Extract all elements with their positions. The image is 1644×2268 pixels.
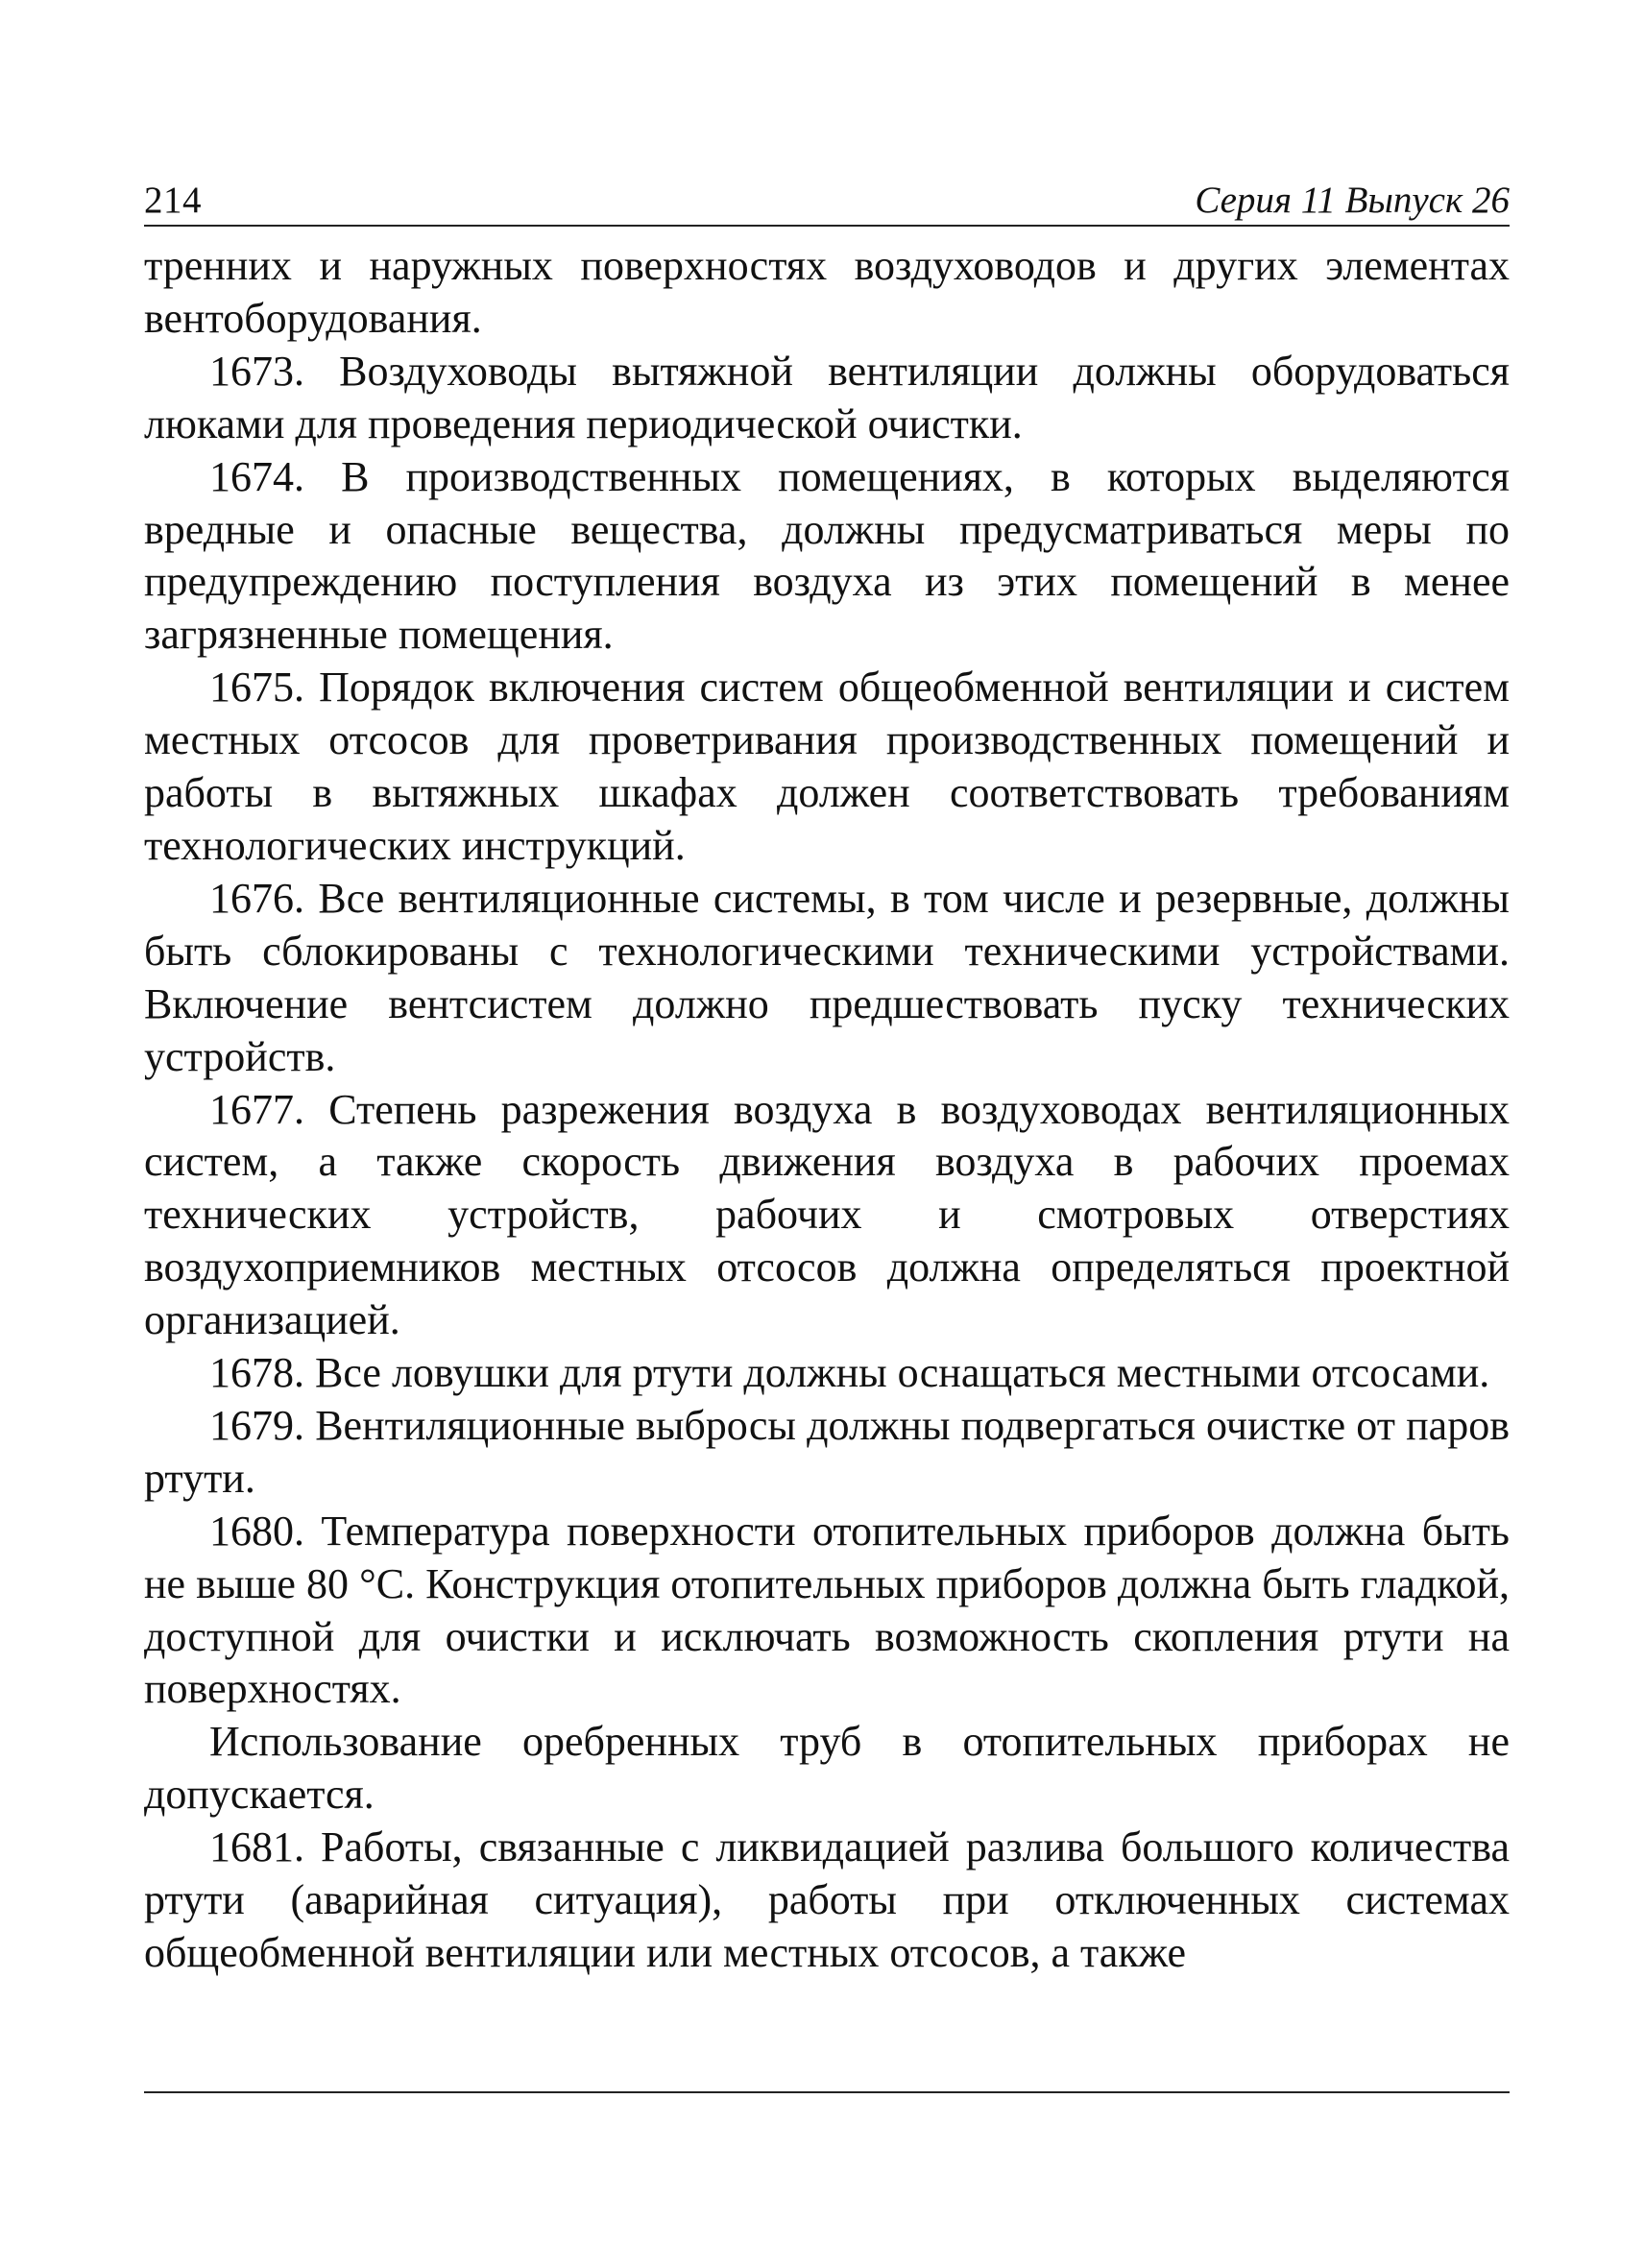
document-page	[144, 163, 1510, 1980]
paragraph-1677: 1677. Степень разрежения воздуха в воздуховодах вентиляционных систем, а также скорость движения воздуха в рабочих проемах технических устройств, рабочих и смотровых отверстиях воздухоприемников местных отсосов должна определяться проектной организацией.	[144, 1085, 1510, 1344]
paragraph-1680: 1680. Температура поверхности отопительных приборов должна быть не выше 80 °С. Конструкция отопительных приборов должна быть гладкой, доступной для очистки и исключать возможность скопления ртути на поверхностях.	[144, 1507, 1510, 1713]
body-text	[144, 240, 1510, 1980]
paragraph-1680-note: Использование оребренных труб в отопительных приборах не допускается.	[144, 1718, 1510, 1819]
paragraph-1673: 1673. Воздуховоды вытяжной вентиляции должны оборудоваться люками для проведения периодической очистки.	[144, 347, 1510, 447]
page-number: 214	[144, 180, 202, 221]
paragraph-1675: 1675. Порядок включения систем общеобменной вентиляции и систем местных отсосов для проветривания производственных помещений и работы в вытяжных шкафах должен соответствовать требованиям технологических инструкций.	[144, 664, 1510, 869]
paragraph-1676: 1676. Все вентиляционные системы, в том числе и резервные, должны быть сблокированы с технологическими техническими устройствами. Включение вентсистем должно предшествовать пуску технических устройств.	[144, 874, 1510, 1080]
running-header	[144, 163, 1510, 227]
paragraph-1681: 1681. Работы, связанные с ликвидацией разлива большого количества ртути (аварийная ситуация), работы при отключенных системах общеобменной вентиляции или местных отсосов, а также	[144, 1823, 1510, 1976]
paragraph-1679: 1679. Вентиляционные выбросы должны подвергаться очистке от паров ртути.	[144, 1401, 1510, 1502]
footer-rule	[144, 2091, 1510, 2093]
paragraph-1678: 1678. Все ловушки для ртути должны оснащаться местными отсосами.	[209, 1349, 1490, 1397]
paragraph-1674: 1674. В производственных помещениях, в которых выделяются вредные и опасные вещества, должны предусматриваться меры по предупреждению поступления воздуха из этих помещений в менее загрязненные помещения.	[144, 452, 1510, 659]
paragraph-continued: тренних и наружных поверхностях воздуховодов и других элементах вентоборудования.	[144, 242, 1510, 342]
series-title: Серия 11 Выпуск 26	[1195, 180, 1510, 221]
